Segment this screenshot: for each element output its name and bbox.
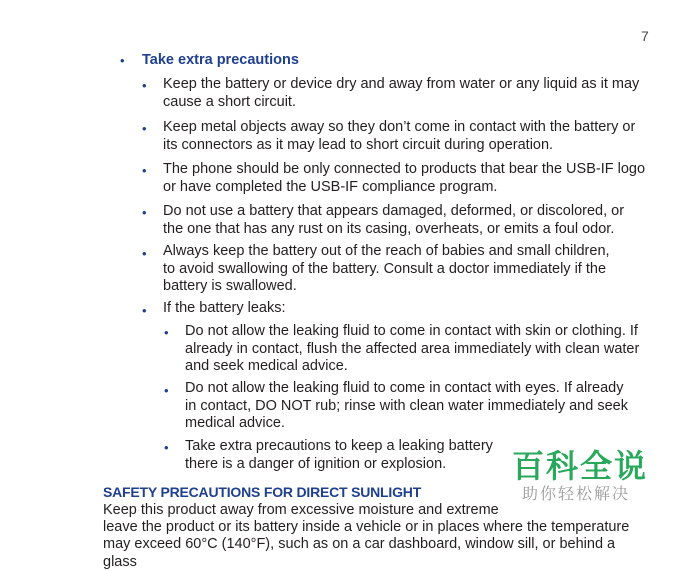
list-item: Do not use a battery that appears damaged, deformed, or discolored, or the one that has any rust on its casing, overheats, or emits a foul odor. — [163, 203, 625, 237]
list-item: Keep the battery or device dry and away from water or any liquid as it may cause a short circuit. — [163, 76, 640, 110]
bullet-icon: • — [142, 78, 147, 93]
paragraph-line: Keep this product away from excessive moisture and extreme — [103, 502, 499, 518]
sub-list-item: Do not allow the leaking fluid to come in contact with skin or clothing. If already in contact, flush the affected area immediately with clean water and seek medical advice. — [185, 323, 640, 374]
list-item: Always keep the battery out of the reach of babies and small children, to avoid swallowing of the battery. Consult a doctor immediately if the battery is swallowed. — [163, 243, 610, 294]
watermark-title: 百科全说 — [512, 447, 649, 485]
bullet-icon: • — [120, 53, 125, 68]
watermark-subtitle: 助你轻松解决 — [522, 484, 631, 503]
paragraph-line: leave the product or its battery inside a vehicle or in places where the temperature — [103, 519, 630, 535]
list-item: Keep metal objects away so they don’t come in contact with the battery or its connectors as it may lead to short circuit during operation. — [163, 119, 636, 153]
bullet-icon: • — [142, 246, 147, 261]
list-item: The phone should be only connected to products that bear the USB-IF logo or have completed the USB-IF compliance program. — [163, 161, 646, 195]
bullet-icon: • — [164, 383, 169, 398]
bullet-icon: • — [164, 440, 169, 455]
page-number: 7 — [641, 28, 649, 44]
sub-list-item: Take extra precautions to keep a leaking battery there is a danger of ignition or explosion. — [185, 438, 493, 472]
bullet-icon: • — [142, 121, 147, 136]
bullet-icon: • — [142, 163, 147, 178]
bullet-icon: • — [164, 325, 169, 340]
watermark — [512, 448, 648, 506]
section-heading: Take extra precautions — [142, 52, 299, 68]
sub-list-item: Do not allow the leaking fluid to come in contact with eyes. If already in contact, DO NOT rub; rinse with clean water immediately and seek medical advice. — [185, 380, 628, 431]
bullet-icon: • — [142, 303, 147, 318]
list-item: If the battery leaks: — [163, 300, 286, 316]
bullet-icon: • — [142, 205, 147, 220]
paragraph-line: may exceed 60°C (140°F), such as on a car dashboard, window sill, or behind a glass — [103, 536, 616, 570]
sunlight-heading: SAFETY PRECAUTIONS FOR DIRECT SUNLIGHT — [103, 484, 422, 500]
